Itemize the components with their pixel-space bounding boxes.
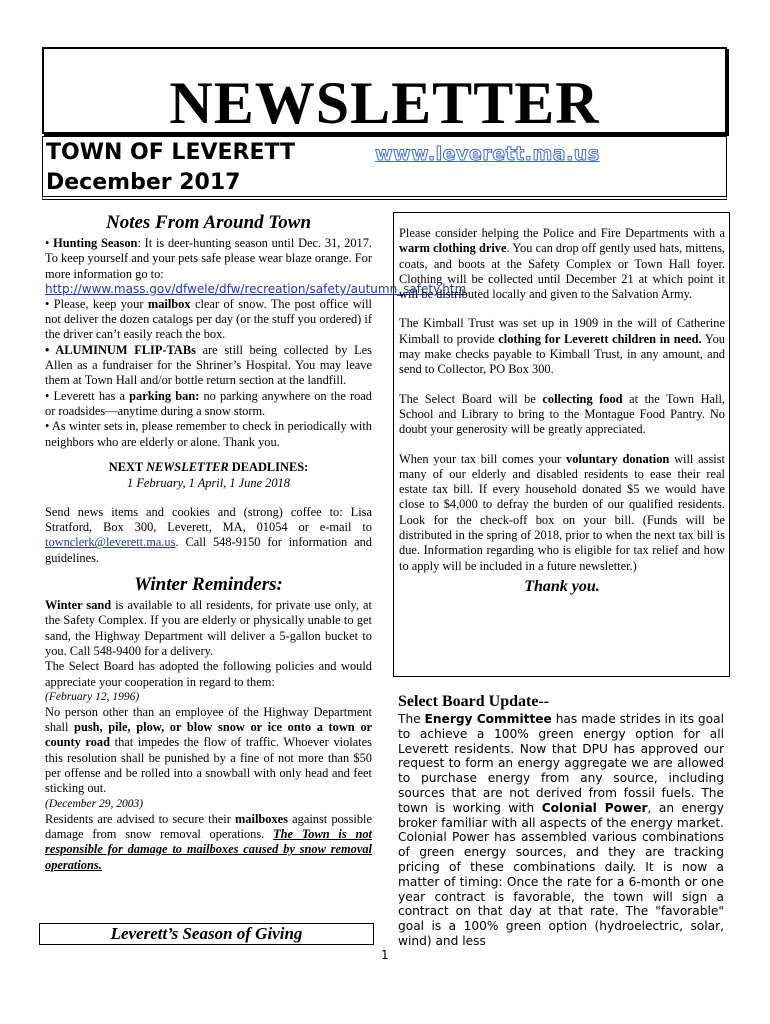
p3-bold: collecting food (542, 391, 623, 406)
policy1-pre: No person other than an employee of the Highway Department shall (45, 704, 372, 735)
p2-bold: clothing for Leverett children in need. (498, 331, 702, 346)
tax-donation-paragraph (399, 452, 725, 574)
deadline-dates: 1 February, 1 April, 1 June 2018 (127, 475, 290, 490)
policy2-mid: against possible damage from snow removal operations. (45, 811, 372, 841)
giving-box (393, 212, 730, 677)
p1-post: . You can drop off gently used hats, mittens, coats, and boots at the Safety Complex or Town Hall foyer. Clothing will be collected until December 21 at which point it will be distributed locally and given to the Salvation Army. (399, 241, 726, 302)
mailbox-bold: mailbox (147, 296, 191, 311)
p2-pre: The Kimball Trust was set up in 1909 in the will of Catherine Kimball to provide (399, 316, 725, 346)
policy-intro: The Select Board has adopted the following policies and would appreciate your cooperation in regard to them: (45, 659, 372, 689)
policy-date-1: (February 12, 1996) (45, 690, 140, 703)
sand-text: is available to all residents, for private use only, at the Safety Complex. If you are elderly or physically unable to get sand, the Highway Department will deliver a 5-gallon bucket to you. Call 548-9400 for a delivery. (45, 598, 372, 658)
issue-date: December 2017 (46, 170, 241, 195)
deadlines-pre: NEXT (108, 459, 147, 474)
deadlines-post: DEADLINES: (228, 459, 309, 474)
mailbox-pre: • Please, keep your (45, 296, 148, 311)
sb-bold1: Energy Committee (424, 712, 552, 726)
sb-bold2: Colonial Power (541, 800, 648, 815)
policy1-post: that impedes the flow of traffic. Whoever violates this resolution shall be punished by a fine of not more than $50 per offense and be rolled into a snowball with only head and feet sticking out. (45, 735, 372, 796)
newsletter-title: NEWSLETTER (169, 70, 600, 136)
parking-bold: parking ban: (129, 388, 200, 403)
parking-ban-item (45, 389, 372, 420)
season-of-giving-heading: Leverett’s Season of Giving (39, 923, 374, 945)
town-website-link[interactable]: www.leverett.ma.us (375, 143, 600, 165)
food-collection-paragraph (399, 392, 725, 438)
winter-sand-paragraph (45, 598, 372, 659)
sb-mid: has made strides in its goal to achieve a 100% green energy option for all Leverett residents. Now that DPU has approved our request to form an energy aggregate we are allowed to purchase energy from any source, including sources that are not derived from fossil fuels. The town is working with (398, 712, 724, 815)
sb-pre: The (398, 712, 425, 726)
p1-pre: Please consider helping the Police and Fire Departments with a (399, 226, 725, 240)
send-news-paragraph (45, 505, 372, 566)
flip-bold: • ALUMINUM FLIP-TABs (45, 342, 196, 357)
p2-post: You may make checks payable to Kimball Trust, in any amount, and send to Collector, PO Box 300. (399, 331, 725, 377)
mailbox-post: clear of snow. The post office will not deliver the dozen catalogs per day (or the stuff you ordered) if the driver can’t easily reach the box. (45, 296, 372, 342)
deadlines-italic: NEWSLETTER (146, 459, 229, 474)
winter-reminders-heading: Winter Reminders: (134, 574, 283, 596)
town-name: TOWN OF LEVERETT (46, 140, 296, 165)
select-board-body (398, 712, 724, 949)
clothing-drive-paragraph (399, 226, 725, 302)
clerk-email-link[interactable]: townclerk@leverett.ma.us (45, 535, 176, 550)
p1-bold: warm clothing drive (399, 241, 507, 256)
page-number: 1 (381, 948, 389, 962)
hunting-safety-link[interactable]: http://www.mass.gov/dfwele/dfw/recreation/safety/autumn_safety.htm (45, 281, 467, 296)
p4-pre: When your tax bill comes your (399, 451, 567, 466)
town-header (42, 136, 727, 200)
spacer (45, 491, 372, 505)
send-post: . Call 548-9150 for information and guidelines. (45, 535, 372, 565)
p4-bold: voluntary donation (566, 451, 670, 466)
flip-tabs-item (45, 343, 372, 389)
thank-you: Thank you. (524, 577, 600, 595)
flip-post: are still being collected by Les Allen as a fundraiser for the Shriner’s Hospital. You may leave them at Town Hall and/or bottle return section at the landfill. (45, 342, 372, 388)
send-pre: Send news items and cookies and (strong) coffee to: Lisa Stratford, Box 300, Leverett, MA, 01054 or e-mail to (45, 504, 372, 535)
policy2-emph: The Town is not responsible for damage to mailboxes caused by snow removal operations. (45, 826, 373, 872)
parking-pre: • Leverett has a (45, 388, 130, 403)
hunting-label: Hunting Season (53, 236, 138, 250)
parking-post: no parking anywhere on the road or roadsides—anytime during a snow storm. (45, 388, 372, 418)
policy2-bold: mailboxes (234, 811, 288, 826)
mailbox-item (45, 297, 372, 343)
kimball-trust-paragraph (399, 316, 725, 377)
hunting-season-item: • Hunting Season: It is deer-hunting season until Dec. 31, 2017. To keep yourself and your pets safe please wear blaze orange. For more information go to: (45, 236, 373, 281)
p4-post: will assist many of our elderly and disabled residents to ease their real estate tax bill. If every household donated $5 we would have close to $4,000 to defray the burden of our qualified residents. Look for the check-off box on your bill. (Funds will be distributed in the spring of 2018, prior to when the next tax bill is due. Information regarding who is eligible for tax relief and how to apply will be included in a future newsletter.) (399, 451, 725, 573)
select-board-heading: Select Board Update-- (398, 693, 550, 710)
policy2-pre: Residents are advised to secure their (45, 811, 235, 826)
sand-bold: Winter sand (45, 598, 112, 613)
snow-plow-policy (45, 705, 372, 797)
deadlines-heading (45, 459, 372, 475)
sb-post: , an energy broker familiar with all aspects of the energy market. Colonial Power has assembled various combinations of green energy sources, and they are tracking pricing of these combinations daily. It is now a matter of timing: Once the rate for a 6-month or one year contract is favorable, the town will sign a contract on that day at that rate. The "favorable" goal is a 100% green option (hydroelectric, solar, wind) and less (398, 800, 725, 948)
policy1-bold: push, pile, plow, or blow snow or ice onto a town or county road (45, 720, 373, 750)
winter-check-item: • As winter sets in, please remember to check in periodically with neighbors who are elderly or alone. Thank you. (45, 419, 372, 449)
policy-date-2: (December 29, 2003) (45, 797, 144, 810)
hunting-text: : It is deer-hunting season until Dec. 31, 2017. To keep yourself and your pets safe please wear blaze orange. For more information go to: (45, 236, 373, 281)
p3-post: at the Town Hall, School and Library to bring to the Montague Food Pantry. No doubt your generosity will be greatly appreciated. (399, 391, 725, 437)
notes-heading: Notes From Around Town (105, 212, 312, 233)
p3-pre: The Select Board will be (399, 391, 543, 406)
masthead-frame (42, 47, 727, 134)
mailbox-policy (45, 812, 372, 873)
